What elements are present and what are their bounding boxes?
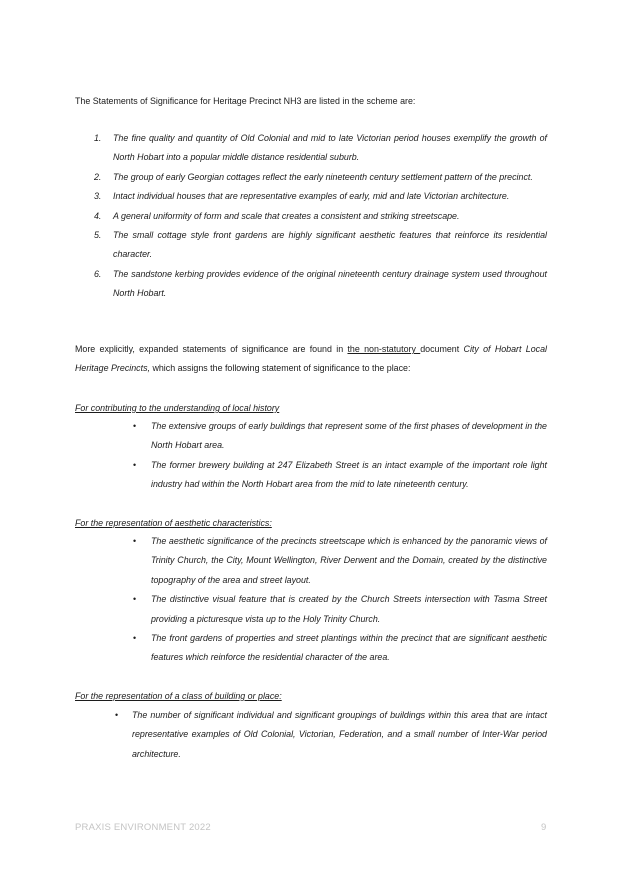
bullet-icon: • — [133, 459, 137, 470]
list-item-text: The aesthetic significance of the precincts streetscape which is enhanced by the panoramic views of Trinity Church, the City, Mount Wellington, River Derwent and the Domain, created by the distinctive topography of the area and street layout. — [151, 536, 547, 585]
non-statutory-phrase: the non-statutory — [347, 344, 421, 354]
list-item — [131, 456, 547, 495]
list-item — [131, 417, 547, 456]
bullet-icon: • — [115, 710, 119, 720]
page-number: 9 — [541, 822, 547, 833]
list-item-text: A general uniformity of form and scale that creates a consistent and striking streetscape. — [113, 210, 460, 221]
explanatory-paragraph — [75, 340, 547, 379]
list-item — [75, 187, 547, 206]
list-number: 1. — [94, 133, 102, 143]
bullet-icon: • — [133, 421, 137, 431]
significance-numbered-list — [75, 129, 547, 304]
list-number: 6. — [94, 268, 102, 279]
bullet-icon: • — [133, 594, 137, 605]
section-heading-aesthetic: For the representation of aesthetic characteristics: — [75, 518, 272, 528]
list-item — [131, 629, 547, 668]
list-number: 4. — [94, 210, 102, 221]
bullet-list-class-of-building — [113, 706, 547, 764]
list-item — [75, 265, 547, 304]
bullet-icon: • — [133, 536, 137, 546]
paragraph-text: document — [420, 344, 464, 354]
list-item-text: The front gardens of properties and street plantings within the precinct that are significant aesthetic features which reinforce the residential character of the area. — [151, 633, 547, 663]
list-item-text: The number of significant individual and significant groupings of buildings within this area that are intact representative examples of Old Colonial, Victorian, Federation, and a small number of Inter-War period architecture. — [132, 710, 547, 759]
section-heading-local-history: For contributing to the understanding of local history — [75, 403, 280, 413]
footer-organisation: PRAXIS ENVIRONMENT 2022 — [75, 822, 211, 833]
list-number: 5. — [94, 230, 102, 241]
list-item-text: The extensive groups of early buildings that represent some of the first phases of development in the North Hobart area. — [151, 421, 547, 451]
bullet-list-local-history — [131, 417, 547, 495]
section-heading-class-of-building: For the representation of a class of building or place: — [75, 691, 282, 701]
document-title: City of Hobart Local Heritage Precincts, — [75, 344, 547, 374]
paragraph-text: More explicitly, expanded statements of significance are found in — [75, 344, 348, 354]
list-item — [131, 532, 547, 590]
list-item-text: The group of early Georgian cottages reflect the early nineteenth century settlement pattern of the precinct. — [113, 171, 533, 182]
list-number: 2. — [94, 171, 102, 182]
list-item-text: Intact individual houses that are representative examples of early, mid and late Victorian architecture. — [113, 191, 510, 202]
list-item-text: The fine quality and quantity of Old Colonial and mid to late Victorian period houses exemplify the growth of North Hobart into a popular middle distance residential suburb. — [113, 133, 547, 163]
bullet-icon: • — [133, 633, 137, 644]
list-item-text: The distinctive visual feature that is created by the Church Streets intersection with Tasma Street providing a picturesque vista up to the Holy Trinity Church. — [151, 594, 547, 624]
list-item-text: The sandstone kerbing provides evidence of the original nineteenth century drainage system used throughout North Hobart. — [113, 268, 547, 299]
list-item — [113, 706, 547, 764]
list-item-text: The former brewery building at 247 Elizabeth Street is an intact example of the important role light industry had within the North Hobart area from the mid to late nineteenth century. — [151, 459, 547, 490]
intro-text: The Statements of Significance for Heritage Precinct NH3 are listed in the scheme are: — [75, 96, 416, 106]
bullet-list-aesthetic — [131, 532, 547, 668]
paragraph-text: which assigns the following statement of significance to the place: — [149, 363, 411, 374]
list-item — [75, 129, 547, 168]
list-item — [131, 590, 547, 629]
list-item-text: The small cottage style front gardens are highly significant aesthetic features that reinforce its residential character. — [113, 230, 547, 260]
list-number: 3. — [94, 191, 102, 202]
list-item — [75, 226, 547, 265]
list-item — [75, 168, 547, 187]
list-item — [75, 207, 547, 226]
